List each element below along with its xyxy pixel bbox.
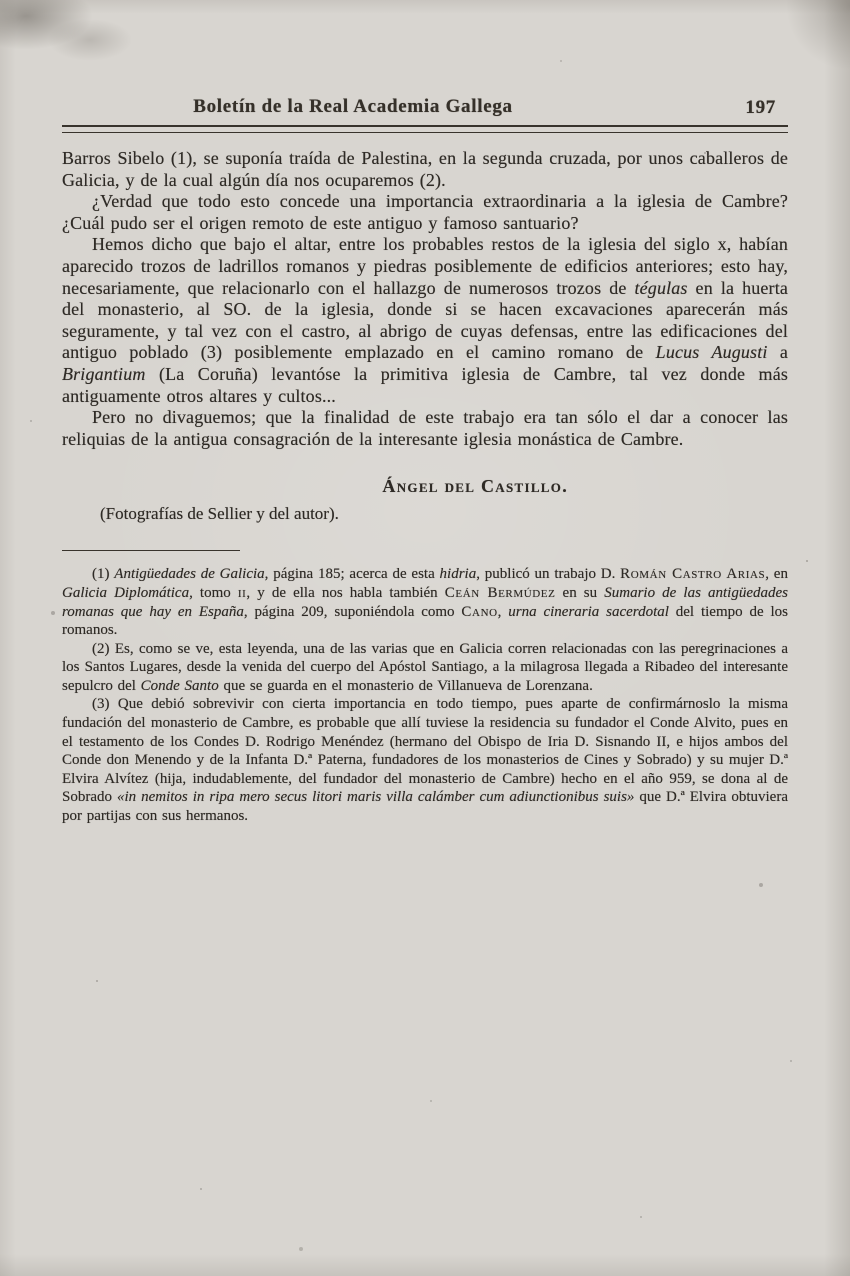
text-segment: que D.ª Elvira obtuviera por partijas con sus hermanos. (62, 789, 788, 825)
text-segment: , tomo (189, 584, 238, 601)
text-segment: (1) (92, 566, 115, 583)
text-segment: del tiempo de los romanos. (62, 603, 788, 639)
text-segment: Cano (461, 603, 498, 620)
footnote-separator-rule (62, 550, 240, 551)
article-body (62, 148, 788, 450)
text-segment: (2) Es, como se ve, esta leyenda, una de las varias que en Galicia corren relacionadas con las peregrinaciones a los Santos Lugares, desde la venida del cuerpo del Apóstol Santiago, a la milagrosa llegada a Ribadeo del interesante sepulcro del (62, 640, 788, 694)
text-segment: Barros Sibelo (1), se suponía traída de Palestina, en la segunda cruzada, por unos caballeros de Galicia, y de la cual algún día nos ocuparemos (2). (62, 148, 788, 190)
body-paragraph (62, 191, 788, 234)
text-segment: Lucus Augusti (655, 342, 768, 363)
page-header (62, 96, 788, 122)
text-segment: , página 185; acerca de esta (264, 566, 440, 583)
text-segment: Sumario de las antigüedades romanas que hay en España (62, 584, 789, 620)
footnotes (62, 565, 788, 825)
text-segment: Pero no divaguemos; que la finalidad de este trabajo era tan sólo el dar a conocer las reliquias de la antigua consagración de la interesante iglesia monástica de Cambre. (62, 407, 788, 449)
text-segment: (La Coruña) levantóse la primitiva iglesia de Cambre, tal vez donde más antiguamente otros altares y cultos... (62, 363, 788, 406)
text-segment: , en (765, 566, 788, 583)
photo-credit: (Fotografías de Sellier y del autor). (100, 504, 339, 524)
text-segment: urna cineraria sacerdotal (508, 603, 669, 620)
text-segment: Ceán Bermúdez (444, 584, 556, 601)
header-double-rule (62, 125, 788, 133)
text-segment: ¿Verdad que todo esto concede una importancia extraordinaria a la iglesia de Cambre? ¿Cuál pudo ser el origen remoto de este antiguo y famoso santuario? (62, 191, 788, 233)
text-segment: Hemos dicho que bajo el altar, entre los probables restos de la iglesia del siglo x, habían aparecido trozos de ladrillos romanos y piedras posiblemente de edificios anteriores; esto hay, necesariamente, que relacionarlo con el hallazgo de numerosos trozos de (62, 234, 788, 298)
text-segment: , página 209, suponiéndola como (243, 603, 462, 620)
text-segment: Conde Santo (140, 677, 219, 694)
text-segment: hidria (439, 566, 477, 583)
text-segment: en su (555, 584, 605, 601)
text-segment: , publicó un trabajo D. (476, 566, 621, 583)
page-number: 197 (745, 97, 776, 118)
text-segment: , (497, 603, 509, 620)
footnote (62, 640, 788, 696)
footnote (62, 695, 788, 825)
text-segment: , y de ella nos habla también (246, 584, 445, 601)
text-segment: a (767, 342, 788, 363)
text-segment: que se guarda en el monasterio de Villanueva de Lorenzana. (218, 677, 593, 694)
text-segment: (3) Que debió sobrevivir con cierta importancia en todo tiempo, pues aparte de confirmárnoslo la misma fundación del monasterio de Cambre, es probable que allí tuviese la residencia su fundador el Conde Alvito, pues en el testamento de los Condes D. Rodrigo Menéndez (hermano del Obispo de Iria D. Sisnando II, e hijos ambos del Conde don Menendo y de la Infanta D.ª Paterna, fundadores de los monasterios de Cines y Sobrado) y su mujer D.ª Elvira Alvítez (hija, indudablemente, del fundador del monasterio de Cambre) hecho en el año 959, se dona al de Sobrado (62, 696, 788, 806)
text-segment: Galicia Diplomática (62, 584, 190, 601)
text-segment: Román Castro Arias (620, 566, 766, 583)
body-paragraph (62, 148, 788, 191)
journal-title: Boletín de la Real Academia Gallega (193, 96, 513, 117)
footnote (62, 565, 788, 639)
text-segment: tégulas (634, 277, 688, 298)
text-segment: ii (237, 584, 247, 601)
text-segment: «in nemitos in ripa mero secus litori maris villa calámber cum adiunctionibus suis» (116, 789, 635, 806)
text-segment: Brigantium (62, 363, 146, 384)
text-segment: Antigüedades de Galicia (114, 566, 265, 583)
body-paragraph (62, 234, 788, 407)
text-segment: en la huerta del monasterio, al SO. de la iglesia, donde si se hacen excavaciones aparecerán más seguramente, y tal vez con el castro, al abrigo de cuyas defensas, entre las edificaciones del antiguo poblado (3) posiblemente emplazado en el camino romano de (62, 277, 788, 363)
body-paragraph (62, 407, 788, 450)
author-signature: Ángel del Castillo. (382, 476, 568, 497)
